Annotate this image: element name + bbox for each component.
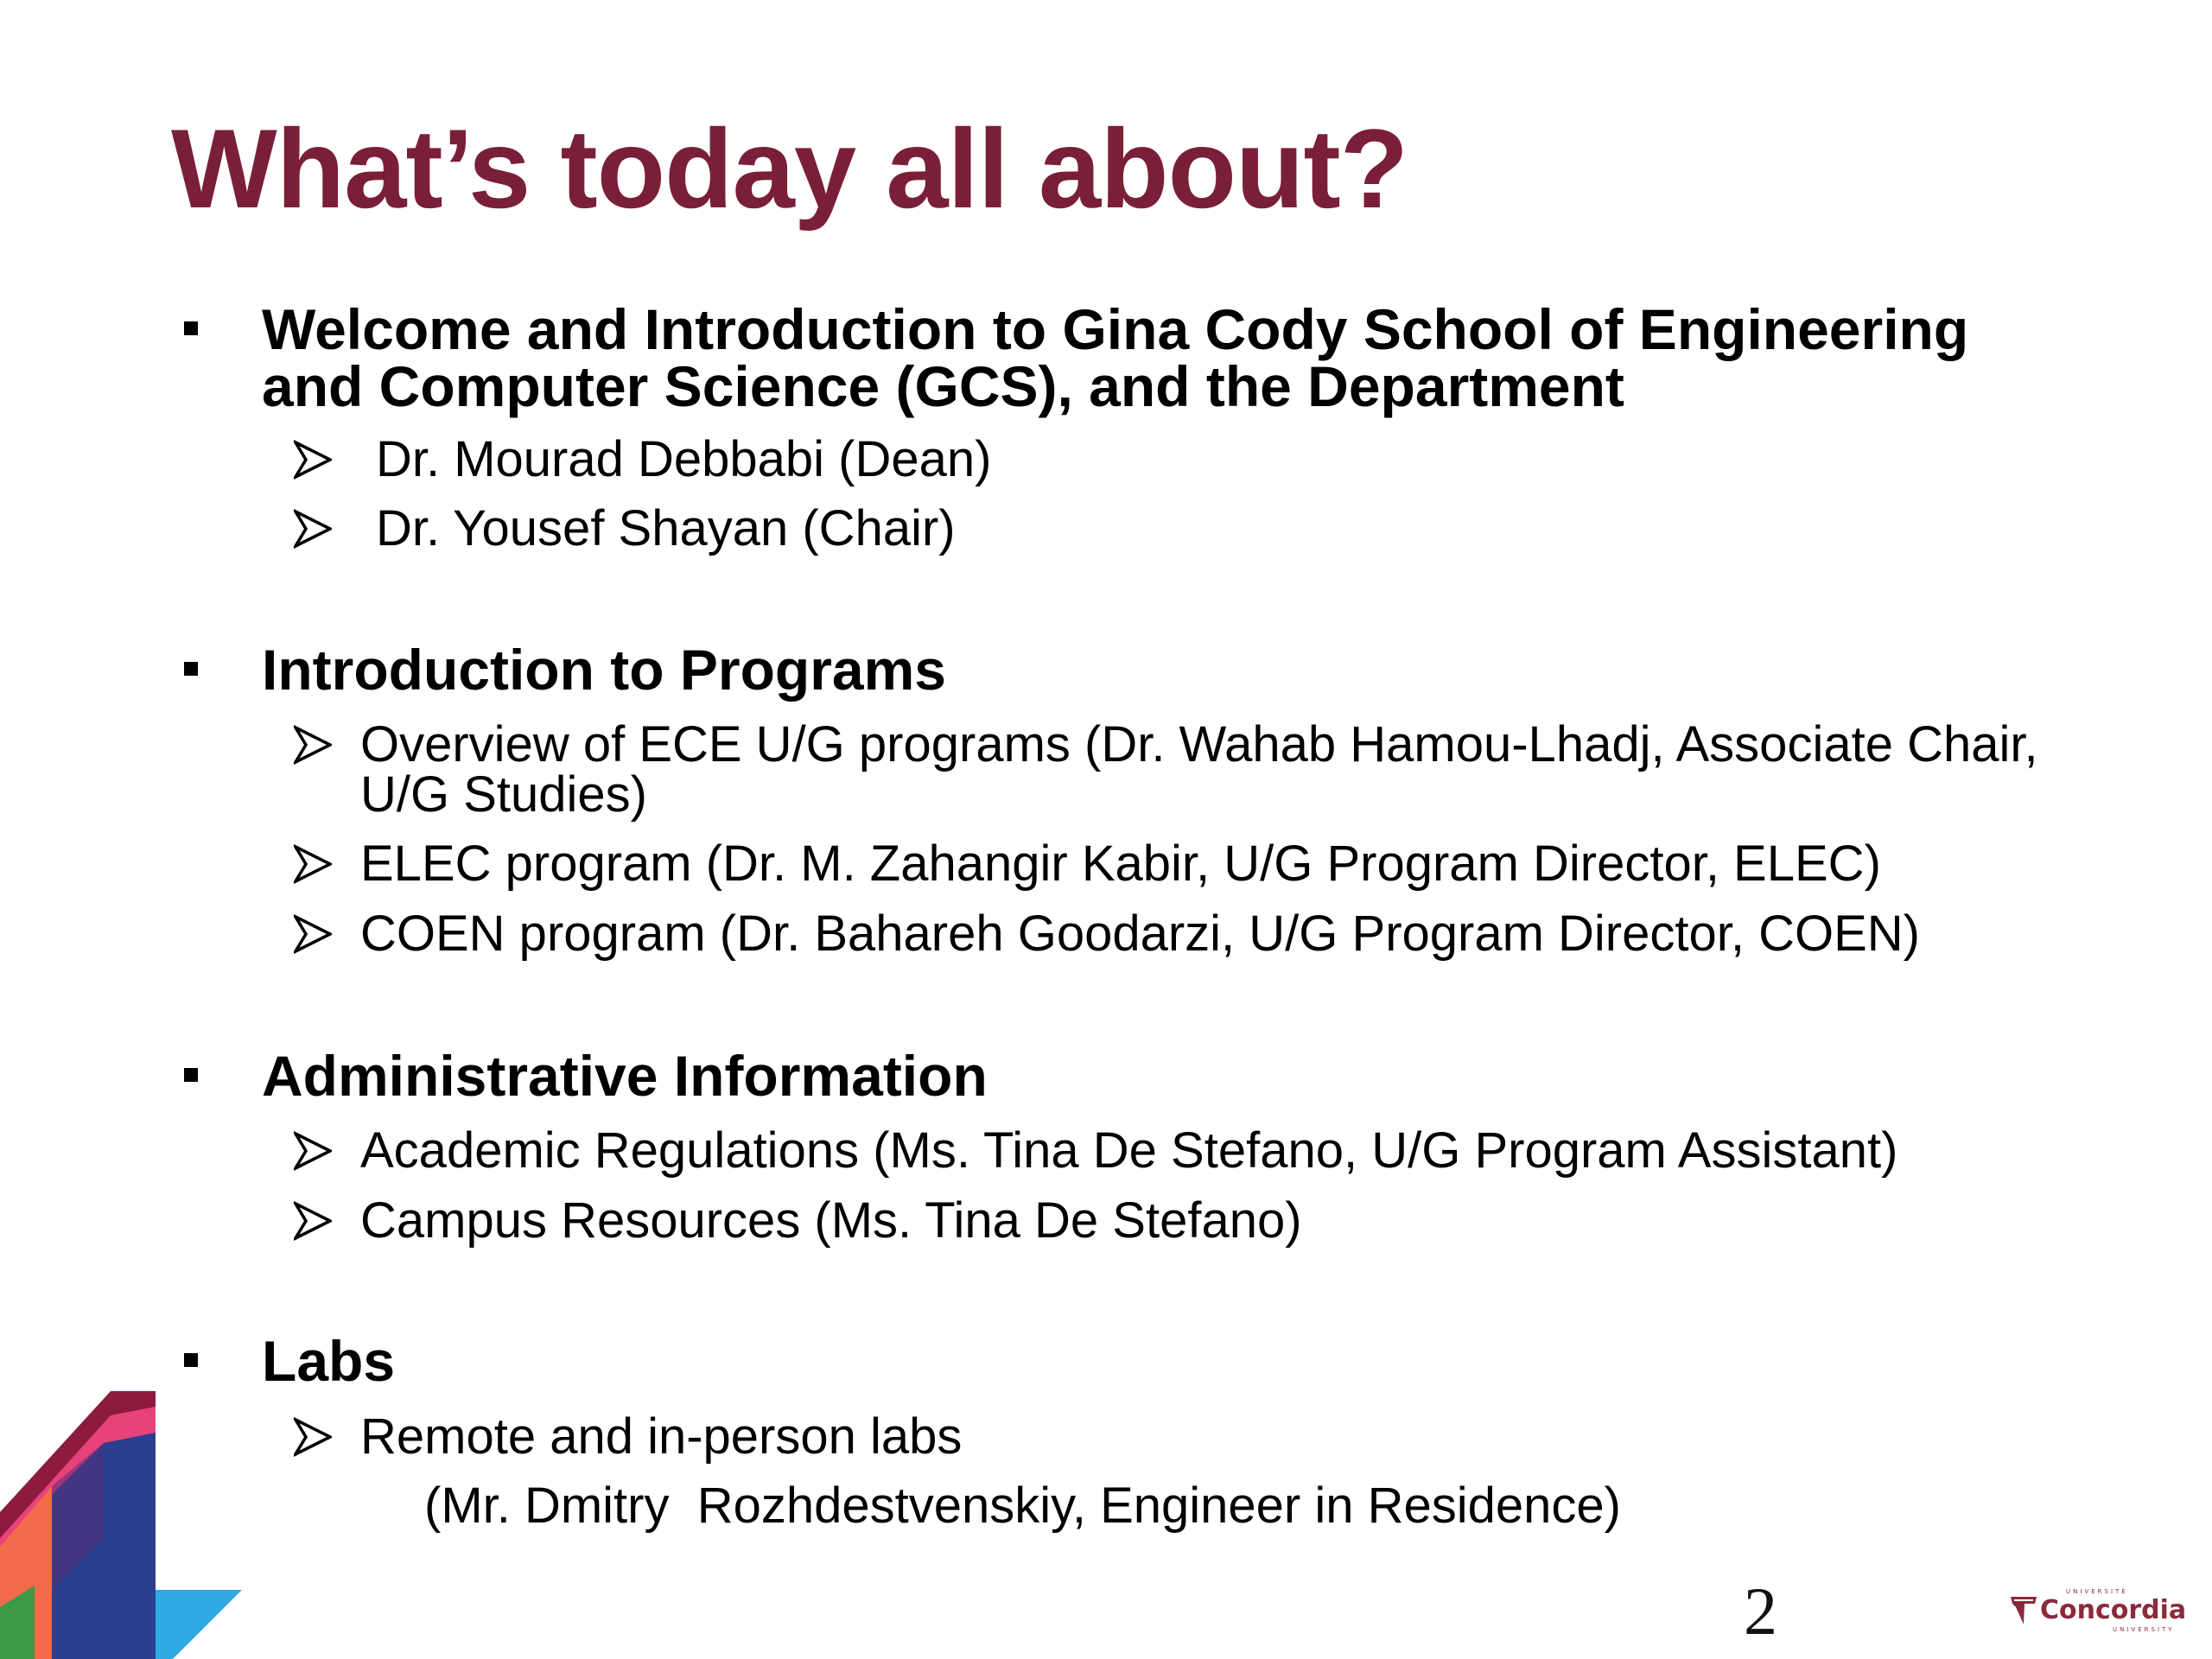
- section-heading-welcome: Welcome and Introduction to Gina Cody School of Engineering and Computer Science (GCS), and the Department: [262, 297, 1969, 418]
- section-bullet: [184, 321, 198, 335]
- slide-title: What’s today all about?: [171, 105, 1408, 232]
- list-item-labs: Remote and in-person labs: [360, 1408, 963, 1465]
- arrow-bullet-icon: [294, 843, 332, 885]
- list-item-chair: Dr. Yousef Shayan (Chair): [376, 500, 956, 556]
- concordia-logo: [2009, 1588, 2199, 1649]
- logo-wordmark: Concordia: [2040, 1595, 2187, 1625]
- page-number: 2: [1744, 1573, 1777, 1649]
- arrow-bullet-icon: [294, 913, 332, 955]
- decorative-corner-shapes: [0, 1391, 251, 1659]
- list-item-dean: Dr. Mourad Debbabi (Dean): [376, 431, 992, 487]
- logo-top-text: UNIVERSITÉ: [2066, 1588, 2128, 1595]
- section-bullet: [184, 662, 198, 676]
- section-heading-labs: Labs: [262, 1329, 396, 1393]
- concordia-shield-icon: [2009, 1593, 2038, 1628]
- section-heading-admin: Administrative Information: [262, 1044, 988, 1108]
- arrow-bullet-icon: [294, 439, 332, 480]
- list-item-overview: Overview of ECE U/G programs (Dr. Wahab Hamou-Lhadj, Associate Chair, U/G Studies): [360, 716, 2038, 823]
- arrow-bullet-icon: [294, 724, 332, 766]
- list-item-campus-resources: Campus Resources (Ms. Tina De Stefano): [360, 1192, 1302, 1249]
- section-heading-programs: Introduction to Programs: [262, 638, 946, 702]
- list-item-elec: ELEC program (Dr. M. Zahangir Kabir, U/G Program Director, ELEC): [360, 836, 1881, 892]
- list-item-coen: COEN program (Dr. Bahareh Goodarzi, U/G Program Director, COEN): [360, 906, 1920, 962]
- logo-bottom-text: UNIVERSITY: [2113, 1626, 2175, 1633]
- list-item-labs-contact: (Mr. Dmitry Rozhdestvenskiy, Engineer in Residence): [424, 1478, 1621, 1534]
- arrow-bullet-icon: [294, 508, 332, 550]
- list-item-regulations: Academic Regulations (Ms. Tina De Stefano, U/G Program Assistant): [360, 1122, 1898, 1179]
- arrow-bullet-icon: [294, 1416, 332, 1458]
- section-bullet: [184, 1068, 198, 1082]
- section-bullet: [184, 1353, 198, 1367]
- arrow-bullet-icon: [294, 1200, 332, 1242]
- arrow-bullet-icon: [294, 1130, 332, 1172]
